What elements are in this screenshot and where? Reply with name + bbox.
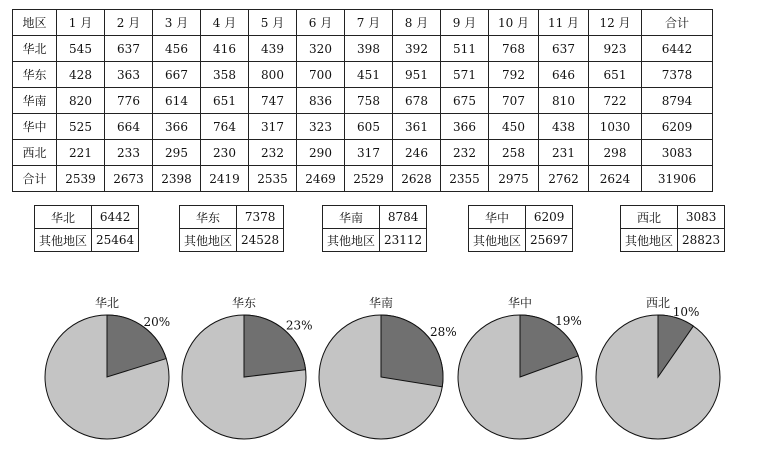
table-cell: 2762 (539, 166, 589, 192)
table-cell: 651 (201, 88, 249, 114)
table-header-cell: 9 月 (441, 10, 489, 36)
summary-other-value: 25464 (92, 229, 139, 252)
table-cell: 923 (589, 36, 642, 62)
pie-percent-label: 10% (672, 305, 700, 320)
table-cell: 428 (57, 62, 105, 88)
table-cell: 2535 (249, 166, 297, 192)
pie-percent-label: 28% (429, 325, 457, 340)
table-cell: 747 (249, 88, 297, 114)
table-cell: 2355 (441, 166, 489, 192)
table-cell: 438 (539, 114, 589, 140)
table-cell: 525 (57, 114, 105, 140)
table-cell: 651 (589, 62, 642, 88)
table-cell: 320 (297, 36, 345, 62)
table-header-cell: 合计 (642, 10, 713, 36)
table-header-cell: 地区 (13, 10, 57, 36)
table-cell: 392 (393, 36, 441, 62)
table-cell: 637 (105, 36, 153, 62)
table-header-cell: 3 月 (153, 10, 201, 36)
table-cell: 295 (153, 140, 201, 166)
table-cell: 707 (489, 88, 539, 114)
table-cell: 31906 (642, 166, 713, 192)
table-cell: 439 (249, 36, 297, 62)
table-cell: 2419 (201, 166, 249, 192)
table-cell: 2469 (297, 166, 345, 192)
table-cell: 华南 (13, 88, 57, 114)
pie-title: 西北 (645, 296, 671, 310)
table-header-cell: 12 月 (589, 10, 642, 36)
table-cell: 6209 (642, 114, 713, 140)
pie-title: 华中 (507, 296, 533, 310)
table-cell: 西北 (13, 140, 57, 166)
table-cell: 646 (539, 62, 589, 88)
table-cell: 2673 (105, 166, 153, 192)
summary-region-label: 西北 (621, 206, 678, 229)
table-cell: 571 (441, 62, 489, 88)
summary-region-label: 华北 (35, 206, 92, 229)
summary-region-value: 6442 (92, 206, 139, 229)
table-cell: 合计 (13, 166, 57, 192)
table-cell: 1030 (589, 114, 642, 140)
table-cell: 361 (393, 114, 441, 140)
table-cell: 290 (297, 140, 345, 166)
summary-other-value: 25697 (526, 229, 573, 252)
table-cell: 450 (489, 114, 539, 140)
table-cell: 764 (201, 114, 249, 140)
table-cell: 232 (249, 140, 297, 166)
table-cell: 2539 (57, 166, 105, 192)
table-cell: 8794 (642, 88, 713, 114)
table-cell: 7378 (642, 62, 713, 88)
table-cell: 2624 (589, 166, 642, 192)
table-cell: 722 (589, 88, 642, 114)
table-cell: 2529 (345, 166, 393, 192)
pie-percent-label: 20% (143, 314, 171, 329)
table-cell: 605 (345, 114, 393, 140)
table-header-cell: 10 月 (489, 10, 539, 36)
table-cell: 675 (441, 88, 489, 114)
table-cell: 416 (201, 36, 249, 62)
table-cell: 366 (153, 114, 201, 140)
table-cell: 232 (441, 140, 489, 166)
table-cell: 800 (249, 62, 297, 88)
table-header-cell: 2 月 (105, 10, 153, 36)
table-cell: 258 (489, 140, 539, 166)
table-cell: 317 (249, 114, 297, 140)
table-header-cell: 4 月 (201, 10, 249, 36)
summary-region-label: 华南 (323, 206, 380, 229)
table-cell: 2975 (489, 166, 539, 192)
summary-region-value: 3083 (678, 206, 725, 229)
table-cell: 511 (441, 36, 489, 62)
table-cell: 768 (489, 36, 539, 62)
summary-other-value: 24528 (237, 229, 284, 252)
table-cell: 700 (297, 62, 345, 88)
table-cell: 358 (201, 62, 249, 88)
table-header-cell: 8 月 (393, 10, 441, 36)
summary-other-label: 其他地区 (180, 229, 237, 252)
pie-title: 华北 (94, 296, 120, 310)
table-cell: 323 (297, 114, 345, 140)
summary-other-label: 其他地区 (35, 229, 92, 252)
table-cell: 820 (57, 88, 105, 114)
table-cell: 2628 (393, 166, 441, 192)
table-cell: 363 (105, 62, 153, 88)
table-cell: 810 (539, 88, 589, 114)
table-cell: 221 (57, 140, 105, 166)
table-cell: 317 (345, 140, 393, 166)
table-cell: 233 (105, 140, 153, 166)
table-cell: 451 (345, 62, 393, 88)
table-cell: 614 (153, 88, 201, 114)
table-cell: 231 (539, 140, 589, 166)
table-cell: 456 (153, 36, 201, 62)
table-header-cell: 7 月 (345, 10, 393, 36)
table-cell: 366 (441, 114, 489, 140)
table-header-cell: 6 月 (297, 10, 345, 36)
table-cell: 792 (489, 62, 539, 88)
table-cell: 华东 (13, 62, 57, 88)
pie-title: 华南 (368, 296, 394, 310)
pie-percent-label: 19% (555, 313, 582, 328)
table-header-cell: 1 月 (57, 10, 105, 36)
table-cell: 298 (589, 140, 642, 166)
table-cell: 2398 (153, 166, 201, 192)
table-header-cell: 5 月 (249, 10, 297, 36)
table-cell: 398 (345, 36, 393, 62)
table-cell: 951 (393, 62, 441, 88)
pie-title: 华东 (231, 296, 257, 310)
table-cell: 758 (345, 88, 393, 114)
table-cell: 836 (297, 88, 345, 114)
table-cell: 637 (539, 36, 589, 62)
table-cell: 230 (201, 140, 249, 166)
table-cell: 678 (393, 88, 441, 114)
table-cell: 667 (153, 62, 201, 88)
table-cell: 6442 (642, 36, 713, 62)
summary-other-label: 其他地区 (469, 229, 526, 252)
table-cell: 华中 (13, 114, 57, 140)
table-header-cell: 11 月 (539, 10, 589, 36)
summary-region-label: 华东 (180, 206, 237, 229)
table-cell: 246 (393, 140, 441, 166)
table-cell: 664 (105, 114, 153, 140)
summary-region-label: 华中 (469, 206, 526, 229)
pie-percent-label: 23% (285, 318, 313, 333)
summary-other-value: 28823 (678, 229, 725, 252)
table-cell: 华北 (13, 36, 57, 62)
summary-other-label: 其他地区 (621, 229, 678, 252)
summary-other-label: 其他地区 (323, 229, 380, 252)
table-cell: 3083 (642, 140, 713, 166)
summary-other-value: 23112 (380, 229, 427, 252)
summary-region-value: 6209 (526, 206, 573, 229)
table-cell: 545 (57, 36, 105, 62)
summary-region-value: 8784 (380, 206, 427, 229)
table-cell: 776 (105, 88, 153, 114)
summary-region-value: 7378 (237, 206, 284, 229)
